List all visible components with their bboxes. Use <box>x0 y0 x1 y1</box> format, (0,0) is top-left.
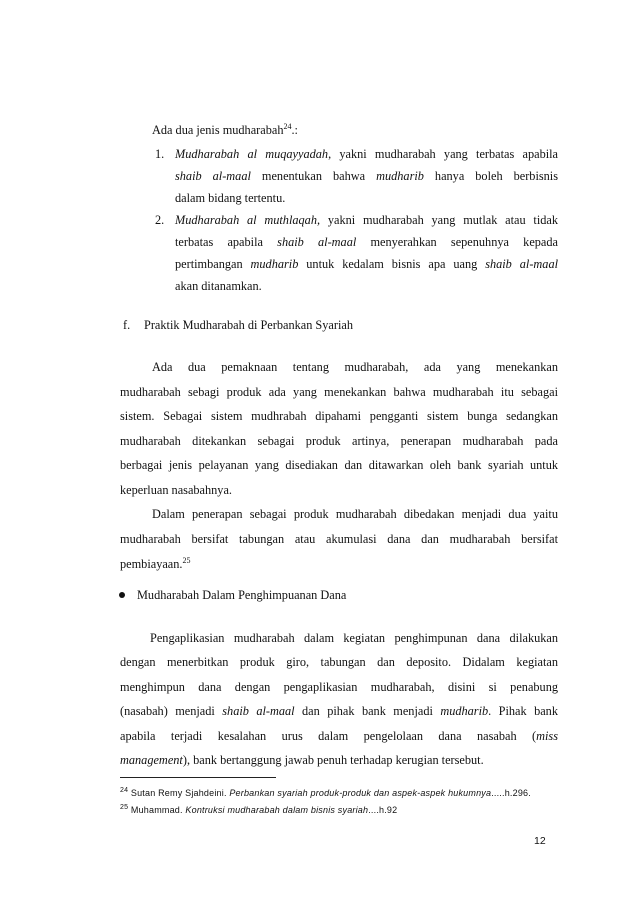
para3-line-3: menghimpun dana dengan pengaplikasian mudharabah, disini si penabung <box>120 680 558 694</box>
para3-line-2: dengan menerbitkan produk giro, tabungan dan deposito. Didalam kegiatan <box>120 655 558 669</box>
para1-line-1: Ada dua pemaknaan tentang mudharabah, ada yang menekankan <box>152 360 558 374</box>
list-number-1: 1. <box>155 147 165 161</box>
bullet-icon <box>119 592 125 598</box>
page-number: 12 <box>534 835 546 847</box>
list-item-2-line-2: terbatas apabila shaib al-maal menyerahkan sepenuhnya kepada <box>175 235 558 249</box>
list-number-2: 2. <box>155 213 165 227</box>
para3-line-6: management), bank bertanggung jawab penuh terhadap kerugian tersebut. <box>120 753 484 767</box>
para3-line-5: apabila terjadi kesalahan urus dalam pengelolaan dana nasabah (miss <box>120 729 558 743</box>
footnote-divider <box>120 777 276 778</box>
para1-line-2: mudharabah sebagi produk ada yang menekankan bahwa mudharabah itu sebagai <box>120 385 558 399</box>
intro-line: Ada dua jenis mudharabah$^{24}$.: <box>152 121 298 137</box>
para1-line-3: sistem. Sebagai sistem mudhrabah dipahami pengganti sistem bunga sedangkan <box>120 409 558 423</box>
para1-line-5: berbagai jenis pelayanan yang disediakan dan ditawarkan oleh bank syariah untuk <box>120 458 558 472</box>
para3-line-4: (nasabah) menjadi shaib al-maal dan pihak bank menjadi mudharib. Pihak bank <box>120 704 558 718</box>
footnote-25: $^{25}$ Muhammad. Kontruksi mudharabah dalam bisnis syariah....h.92 <box>120 804 398 815</box>
bullet-heading: Mudharabah Dalam Penghimpuanan Dana <box>137 588 347 602</box>
list-item-1-line-1: Mudharabah al muqayyadah, yakni mudharabah yang terbatas apabila <box>175 147 559 161</box>
para1-line-6: keperluan nasabahnya. <box>120 483 232 497</box>
para1-line-4: mudharabah ditekankan sebagai produk artinya, penerapan mudharabah pada <box>120 434 558 448</box>
section-label: f. <box>123 318 131 332</box>
list-item-2-line-1: Mudharabah al muthlaqah, yakni mudharabah yang mutlak atau tidak <box>175 213 559 227</box>
list-item-2-line-3: pertimbangan mudharib untuk kedalam bisnis apa uang shaib al-maal <box>175 257 559 271</box>
list-item-1-line-2: shaib al-maal menentukan bahwa mudharib hanya boleh berbisnis <box>175 169 558 183</box>
list-item-2-line-4: akan ditanamkan. <box>175 279 262 293</box>
para2-line-3: pembiayaan.$^{25}$ <box>120 555 191 571</box>
footnote-24: $^{24}$ Sutan Remy Sjahdeini. Perbankan syariah produk-produk dan aspek-aspek hukumnya.....h.296. <box>120 787 531 798</box>
section-title: Praktik Mudharabah di Perbankan Syariah <box>144 318 353 332</box>
para2-line-1: Dalam penerapan sebagai produk mudharabah dibedakan menjadi dua yaitu <box>152 507 558 521</box>
para2-line-2: mudharabah bersifat tabungan atau akumulasi dana dan mudharabah bersifat <box>120 532 558 546</box>
list-item-1-line-3: dalam bidang tertentu. <box>175 191 286 205</box>
para3-line-1: Pengaplikasian mudharabah dalam kegiatan penghimpunan dana dilakukan <box>150 631 558 645</box>
